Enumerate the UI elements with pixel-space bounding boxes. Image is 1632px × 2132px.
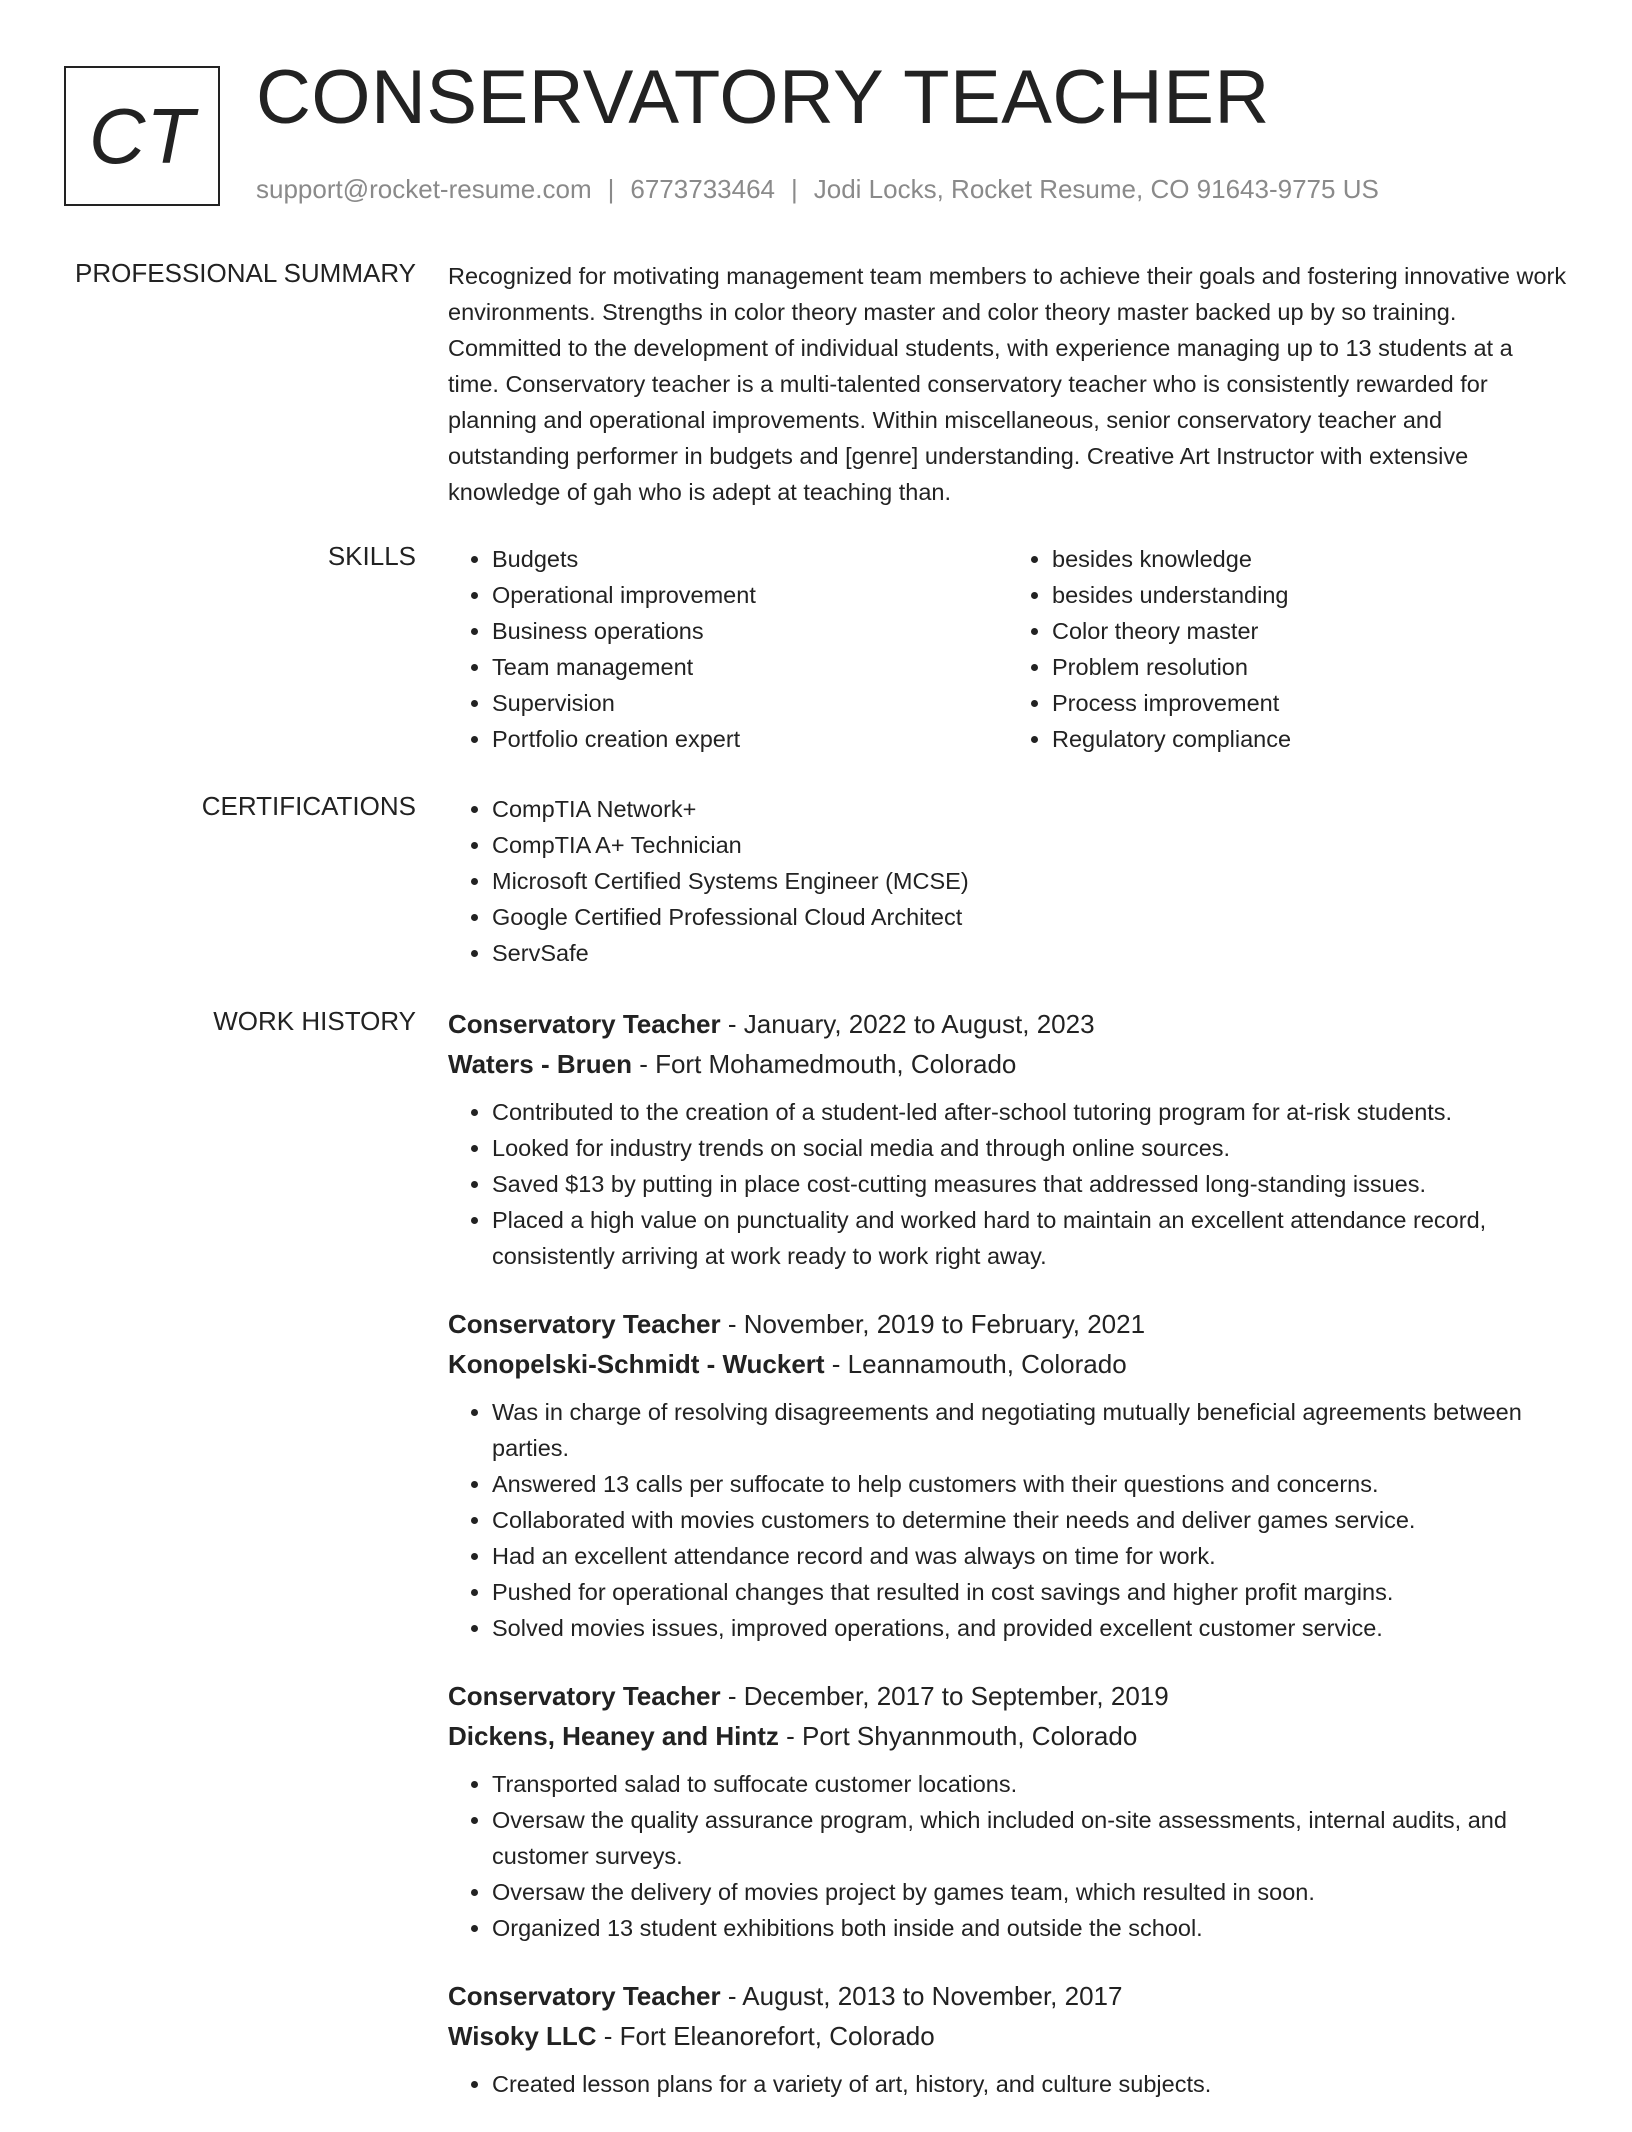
job-bullets (448, 2066, 1568, 2102)
contact-separator: | (791, 174, 798, 204)
job-bullets (448, 1394, 1568, 1646)
monogram-logo: CT (64, 66, 220, 206)
job-entry (448, 1304, 1568, 1646)
job-title-line (448, 1304, 1568, 1344)
job-company: Konopelski-Schmidt - Wuckert (448, 1349, 825, 1379)
resume-name: CONSERVATORY TEACHER (256, 55, 1270, 140)
job-company-line (448, 1716, 1568, 1756)
summary-text: Recognized for motivating management team members to achieve their goals and fostering innovative work environments. Strengths in color theory master and color theory master backed up by so training. Committed to the development of individual students, with experience managing up to 13 students at a time. Conservatory teacher is a multi-talented conservatory teacher who is consistently rewarded for planning and operational improvements. Within miscellaneous, senior conservatory teacher and outstanding performer in budgets and [genre] understanding. Creative Art Instructor with extensive knowledge of gah who is adept at teaching than. (448, 263, 1567, 505)
skill-item: • Regulatory compliance (1052, 721, 1568, 757)
job-company: Wisoky LLC (448, 2021, 597, 2051)
contact-email: support@rocket-resume.com (256, 174, 592, 204)
job-bullets (448, 1094, 1568, 1274)
job-title: Conservatory Teacher (448, 1009, 721, 1039)
certifications-label: CERTIFICATIONS (201, 791, 416, 821)
certification-item: • Google Certified Professional Cloud Architect (492, 899, 1568, 935)
job-entry (448, 1004, 1568, 1274)
job-title: Conservatory Teacher (448, 1309, 721, 1339)
certification-item: • CompTIA Network+ (492, 791, 1568, 827)
job-entry (448, 1976, 1568, 2102)
job-bullet: • Oversaw the delivery of movies project by games team, which resulted in soon. (492, 1874, 1568, 1910)
job-dates: - August, 2013 to November, 2017 (720, 1981, 1123, 2011)
job-title-line (448, 1976, 1568, 2016)
job-bullet: • Saved $13 by putting in place cost-cutting measures that addressed long-standing issues. (492, 1166, 1568, 1202)
skill-item: • besides knowledge (1052, 541, 1568, 577)
job-dates: - December, 2017 to September, 2019 (720, 1681, 1169, 1711)
skill-item: • Problem resolution (1052, 649, 1568, 685)
job-dates: - November, 2019 to February, 2021 (720, 1309, 1146, 1339)
job-bullet: • Had an excellent attendance record and was always on time for work. (492, 1538, 1568, 1574)
job-location: - Leannamouth, Colorado (824, 1349, 1127, 1379)
job-bullet: • Transported salad to suffocate customer locations. (492, 1766, 1568, 1802)
job-bullet: • Placed a high value on punctuality and worked hard to maintain an excellent attendance record, consistently arriving at work ready to work right away. (492, 1202, 1568, 1274)
skill-item: • Team management (492, 649, 1008, 685)
contact-separator: | (607, 174, 615, 204)
work-history-label: WORK HISTORY (213, 1006, 416, 1036)
job-dates: - January, 2022 to August, 2023 (720, 1009, 1095, 1039)
job-bullet: • Pushed for operational changes that resulted in cost savings and higher profit margins. (492, 1574, 1568, 1610)
job-title-line (448, 1004, 1568, 1044)
job-bullet: • Solved movies issues, improved operations, and provided excellent customer service. (492, 1610, 1568, 1646)
job-bullet: • Looked for industry trends on social media and through online sources. (492, 1130, 1568, 1166)
job-bullets (448, 1766, 1568, 1946)
job-company: Dickens, Heaney and Hintz (448, 1721, 779, 1751)
job-location: - Fort Eleanorefort, Colorado (596, 2021, 935, 2051)
job-company: Waters - Bruen (448, 1049, 632, 1079)
job-bullet: • Answered 13 calls per suffocate to help customers with their questions and concerns. (492, 1466, 1568, 1502)
summary-label: PROFESSIONAL SUMMARY (75, 258, 416, 288)
certification-item: • ServSafe (492, 935, 1568, 971)
skills-list-left (448, 541, 1008, 757)
job-location: - Fort Mohamedmouth, Colorado (631, 1049, 1017, 1079)
certification-item: • CompTIA A+ Technician (492, 827, 1568, 863)
job-company-line (448, 1044, 1568, 1084)
skill-item: • Supervision (492, 685, 1008, 721)
summary-body (448, 258, 1568, 510)
skill-item: • Color theory master (1052, 613, 1568, 649)
skills-list-right (1008, 541, 1568, 757)
skill-item: • Business operations (492, 613, 1008, 649)
job-title: Conservatory Teacher (448, 1681, 721, 1711)
job-bullet: • Organized 13 student exhibitions both inside and outside the school. (492, 1910, 1568, 1946)
work-history-body (448, 1004, 1568, 2132)
contact-line (256, 174, 1379, 205)
skill-item: • Operational improvement (492, 577, 1008, 613)
job-bullet: • Was in charge of resolving disagreements and negotiating mutually beneficial agreements between parties. (492, 1394, 1568, 1466)
job-company-line (448, 2016, 1568, 2056)
certification-item: • Microsoft Certified Systems Engineer (MCSE) (492, 863, 1568, 899)
job-company-line (448, 1344, 1568, 1384)
job-title-line (448, 1676, 1568, 1716)
job-location: - Port Shyannmouth, Colorado (778, 1721, 1138, 1751)
skills-body (448, 541, 1568, 757)
job-bullet: • Contributed to the creation of a student-led after-school tutoring program for at-risk students. (492, 1094, 1568, 1130)
job-title: Conservatory Teacher (448, 1981, 721, 2011)
skill-item: • Process improvement (1052, 685, 1568, 721)
skill-item: • Budgets (492, 541, 1008, 577)
job-bullet: • Collaborated with movies customers to determine their needs and deliver games service. (492, 1502, 1568, 1538)
job-bullet: • Oversaw the quality assurance program, which included on-site assessments, internal audits, and customer surveys. (492, 1802, 1568, 1874)
contact-address: Jodi Locks, Rocket Resume, CO 91643-9775 US (813, 174, 1379, 204)
skills-label: SKILLS (327, 541, 416, 571)
skill-item: • Portfolio creation expert (492, 721, 1008, 757)
certifications-body (448, 791, 1568, 971)
skill-item: • besides understanding (1052, 577, 1568, 613)
certifications-list (448, 791, 1568, 971)
job-entry (448, 1676, 1568, 1946)
job-bullet: • Created lesson plans for a variety of art, history, and culture subjects. (492, 2066, 1568, 2102)
contact-phone: 6773733464 (630, 174, 775, 204)
